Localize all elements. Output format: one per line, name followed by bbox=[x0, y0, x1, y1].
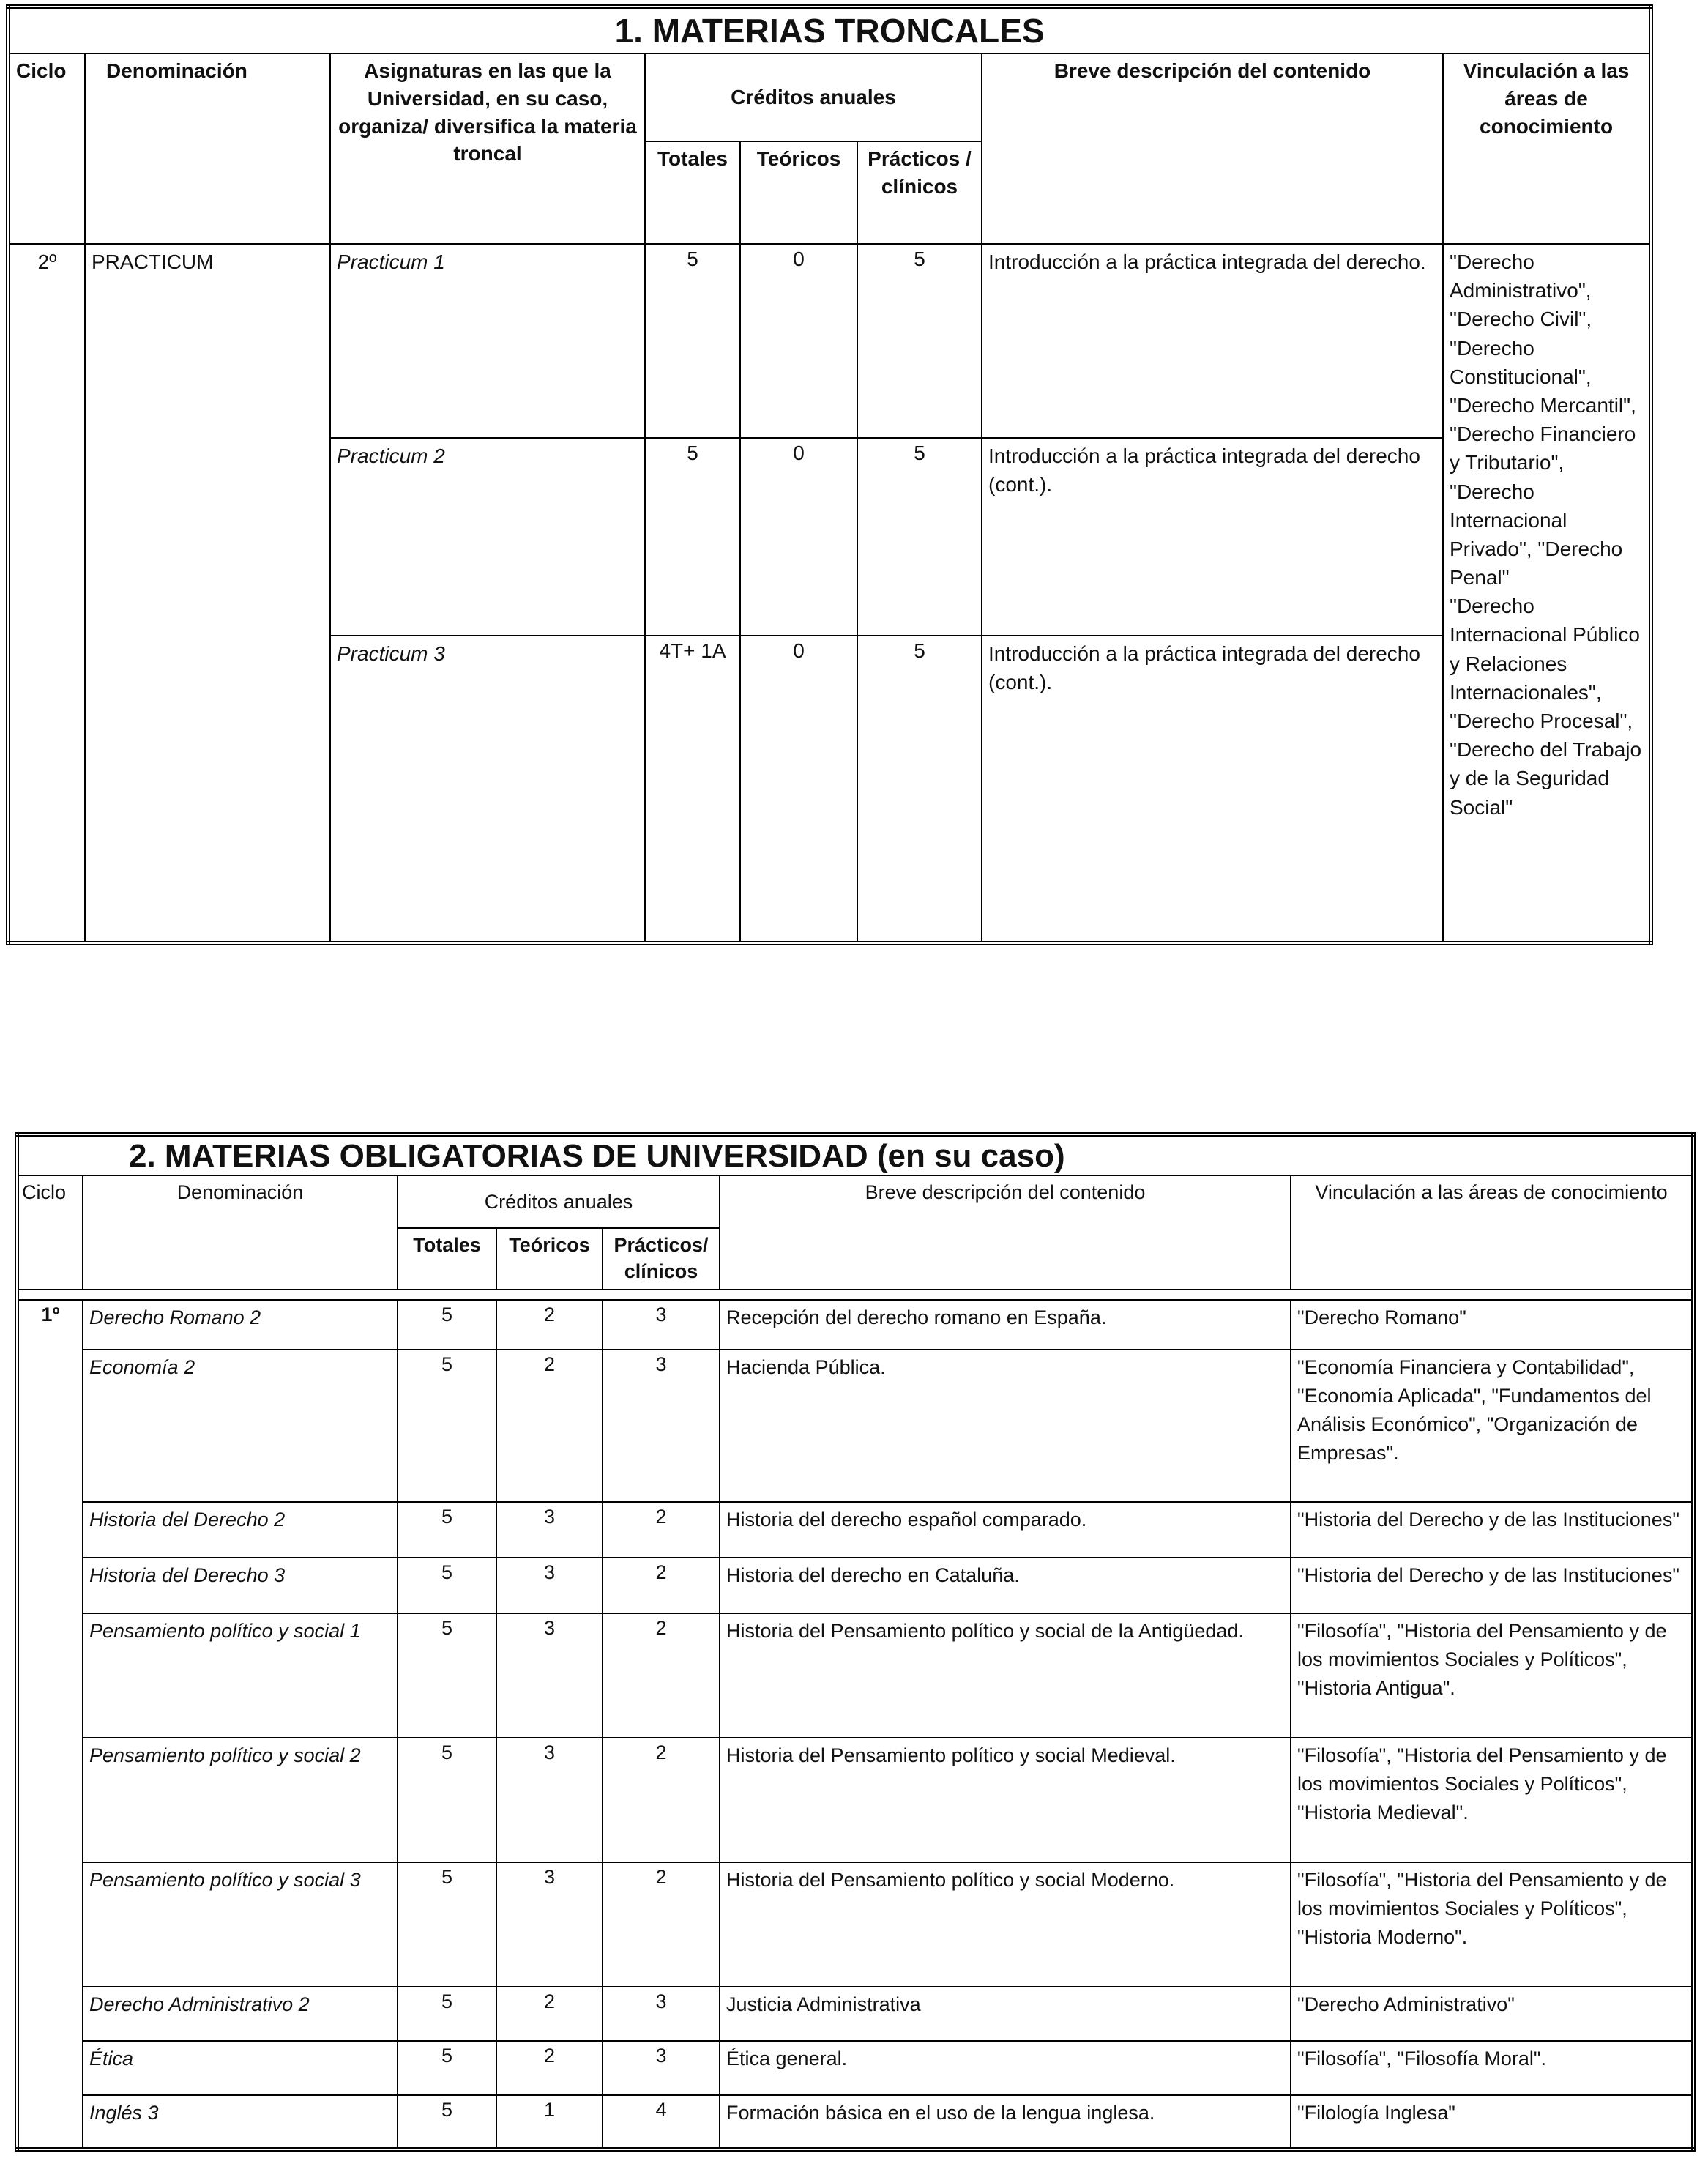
table-row bbox=[8, 244, 1651, 438]
practicos-cell: 2 bbox=[603, 1862, 720, 1987]
practicos-cell: 5 bbox=[857, 636, 982, 943]
area-item: "Derecho Financiero y Tributario", bbox=[1450, 423, 1636, 475]
vinculacion-cell: "Filosofía", "Filosofía Moral". bbox=[1291, 2041, 1693, 2095]
denominacion-cell: Derecho Administrativo 2 bbox=[83, 1987, 398, 2041]
header-totales: Totales bbox=[645, 141, 740, 244]
table-row bbox=[17, 1862, 1693, 1987]
teoricos-cell: 3 bbox=[496, 1502, 603, 1558]
descripcion-cell: Historia del Pensamiento político y social de la Antigüedad. bbox=[720, 1613, 1291, 1738]
table-row bbox=[17, 1300, 1693, 1350]
practicos-cell: 3 bbox=[603, 1300, 720, 1350]
header-creditos: Créditos anuales bbox=[645, 53, 982, 141]
header-teoricos: Teóricos bbox=[496, 1228, 603, 1290]
denominacion-cell: Historia del Derecho 2 bbox=[83, 1502, 398, 1558]
descripcion-cell: Ética general. bbox=[720, 2041, 1291, 2095]
area-item: "Derecho Administrativo", bbox=[1450, 250, 1592, 302]
table-row bbox=[17, 2095, 1693, 2149]
vinculacion-cell: "Derecho Administrativo" bbox=[1291, 1987, 1693, 2041]
asignatura-cell: Practicum 2 bbox=[330, 438, 645, 636]
table-row bbox=[17, 1738, 1693, 1862]
header-practicos: Prácticos/ clínicos bbox=[603, 1228, 720, 1290]
descripcion-cell: Historia del derecho en Cataluña. bbox=[720, 1558, 1291, 1613]
practicos-cell: 5 bbox=[857, 244, 982, 438]
header-vinculacion: Vinculación a las áreas de conocimiento bbox=[1291, 1175, 1693, 1290]
table-row bbox=[17, 1350, 1693, 1502]
practicos-cell: 2 bbox=[603, 1738, 720, 1862]
denominacion-cell: Historia del Derecho 3 bbox=[83, 1558, 398, 1613]
denominacion-cell: Economía 2 bbox=[83, 1350, 398, 1502]
header-descripcion: Breve descripción del contenido bbox=[982, 53, 1443, 244]
totales-cell: 5 bbox=[398, 1558, 496, 1613]
header-ciclo: Ciclo bbox=[8, 53, 85, 244]
practicos-cell: 3 bbox=[603, 1350, 720, 1502]
denominacion-cell: Pensamiento político y social 2 bbox=[83, 1738, 398, 1862]
totales-cell: 5 bbox=[398, 1502, 496, 1558]
header-creditos: Créditos anuales bbox=[398, 1175, 720, 1228]
totales-cell: 4T+ 1A bbox=[645, 636, 740, 943]
teoricos-cell: 3 bbox=[496, 1613, 603, 1738]
practicos-cell: 3 bbox=[603, 1987, 720, 2041]
descripcion-cell: Justicia Administrativa bbox=[720, 1987, 1291, 2041]
denominacion-cell: Pensamiento político y social 1 bbox=[83, 1613, 398, 1738]
header-denominacion: Denominación bbox=[85, 53, 330, 244]
header-asignaturas: Asignaturas en las que la Universidad, en su caso, organiza/ diversifica la materia troncal bbox=[330, 53, 645, 244]
area-item: "Derecho Civil", bbox=[1450, 308, 1592, 331]
vinculacion-cell: "Filosofía", "Historia del Pensamiento y de los movimientos Sociales y Políticos", "Historia Moderno". bbox=[1291, 1862, 1693, 1987]
practicos-cell: 5 bbox=[857, 438, 982, 636]
vinculacion-cell: "Historia del Derecho y de las Instituciones" bbox=[1291, 1502, 1693, 1558]
totales-cell: 5 bbox=[398, 1862, 496, 1987]
descripcion-cell: Introducción a la práctica integrada del derecho. bbox=[982, 244, 1443, 438]
teoricos-cell: 2 bbox=[496, 1987, 603, 2041]
teoricos-cell: 0 bbox=[740, 636, 857, 943]
table2-title: 2. MATERIAS OBLIGATORIAS DE UNIVERSIDAD (en su caso) bbox=[17, 1134, 1693, 1175]
totales-cell: 5 bbox=[645, 244, 740, 438]
totales-cell: 5 bbox=[398, 2041, 496, 2095]
table-row bbox=[17, 1987, 1693, 2041]
totales-cell: 5 bbox=[398, 1613, 496, 1738]
asignatura-cell: Practicum 3 bbox=[330, 636, 645, 943]
ciclo-value: 1º bbox=[17, 1300, 83, 2149]
totales-cell: 5 bbox=[398, 1300, 496, 1350]
totales-cell: 5 bbox=[398, 2095, 496, 2149]
descripcion-cell: Historia del Pensamiento político y social Medieval. bbox=[720, 1738, 1291, 1862]
header-divider bbox=[17, 1290, 1693, 1300]
areas-cell bbox=[1443, 244, 1651, 943]
area-item: "Derecho Internacional Público y Relaciones Internacionales", bbox=[1450, 595, 1640, 704]
teoricos-cell: 0 bbox=[740, 244, 857, 438]
teoricos-cell: 0 bbox=[740, 438, 857, 636]
area-item: "Derecho Procesal", bbox=[1450, 710, 1633, 732]
area-item: "Derecho Internacional Privado", "Derecho Penal" bbox=[1450, 480, 1623, 590]
header-ciclo: Ciclo bbox=[17, 1175, 83, 1290]
denominacion-cell: Inglés 3 bbox=[83, 2095, 398, 2149]
teoricos-cell: 2 bbox=[496, 2041, 603, 2095]
practicos-cell: 3 bbox=[603, 2041, 720, 2095]
practicos-cell: 2 bbox=[603, 1558, 720, 1613]
area-item: "Derecho del Trabajo y de la Seguridad Social" bbox=[1450, 738, 1642, 819]
totales-cell: 5 bbox=[398, 1350, 496, 1502]
header-totales: Totales bbox=[398, 1228, 496, 1290]
vinculacion-cell: "Filosofía", "Historia del Pensamiento y de los movimientos Sociales y Políticos", "Historia Medieval". bbox=[1291, 1738, 1693, 1862]
teoricos-cell: 3 bbox=[496, 1862, 603, 1987]
denominacion-value: PRACTICUM bbox=[85, 244, 330, 943]
materias-obligatorias-table bbox=[15, 1132, 1696, 2152]
vinculacion-cell: "Historia del Derecho y de las Instituciones" bbox=[1291, 1558, 1693, 1613]
teoricos-cell: 1 bbox=[496, 2095, 603, 2149]
denominacion-cell: Derecho Romano 2 bbox=[83, 1300, 398, 1350]
descripcion-cell: Hacienda Pública. bbox=[720, 1350, 1291, 1502]
table-row bbox=[17, 1558, 1693, 1613]
area-item: "Derecho Constitucional", bbox=[1450, 336, 1592, 388]
vinculacion-cell: "Economía Financiera y Contabilidad", "Economía Aplicada", "Fundamentos del Análisis Económico", "Organización de Empresas". bbox=[1291, 1350, 1693, 1502]
practicos-cell: 2 bbox=[603, 1502, 720, 1558]
table-row bbox=[17, 2041, 1693, 2095]
teoricos-cell: 2 bbox=[496, 1300, 603, 1350]
table-row bbox=[17, 1613, 1693, 1738]
ciclo-value: 2º bbox=[8, 244, 85, 943]
totales-cell: 5 bbox=[398, 1738, 496, 1862]
totales-cell: 5 bbox=[398, 1987, 496, 2041]
header-vinculacion: Vinculación a las áreas de conocimiento bbox=[1443, 53, 1651, 244]
descripcion-cell: Historia del derecho español comparado. bbox=[720, 1502, 1291, 1558]
practicos-cell: 2 bbox=[603, 1613, 720, 1738]
descripcion-cell: Introducción a la práctica integrada del derecho (cont.). bbox=[982, 438, 1443, 636]
materias-troncales-table bbox=[6, 4, 1653, 945]
descripcion-cell: Recepción del derecho romano en España. bbox=[720, 1300, 1291, 1350]
descripcion-cell: Formación básica en el uso de la lengua inglesa. bbox=[720, 2095, 1291, 2149]
teoricos-cell: 3 bbox=[496, 1738, 603, 1862]
header-teoricos: Teóricos bbox=[740, 141, 857, 244]
header-practicos: Prácticos / clínicos bbox=[857, 141, 982, 244]
header-denominacion: Denominación bbox=[83, 1175, 398, 1290]
area-item: "Derecho Mercantil", bbox=[1450, 393, 1636, 417]
denominacion-cell: Ética bbox=[83, 2041, 398, 2095]
totales-cell: 5 bbox=[645, 438, 740, 636]
header-descripcion: Breve descripción del contenido bbox=[720, 1175, 1291, 1290]
denominacion-cell: Pensamiento político y social 3 bbox=[83, 1862, 398, 1987]
teoricos-cell: 2 bbox=[496, 1350, 603, 1502]
vinculacion-cell: "Filología Inglesa" bbox=[1291, 2095, 1693, 2149]
teoricos-cell: 3 bbox=[496, 1558, 603, 1613]
vinculacion-cell: "Filosofía", "Historia del Pensamiento y de los movimientos Sociales y Políticos", "Historia Antigua". bbox=[1291, 1613, 1693, 1738]
descripcion-cell: Introducción a la práctica integrada del derecho (cont.). bbox=[982, 636, 1443, 943]
table-row bbox=[17, 1502, 1693, 1558]
descripcion-cell: Historia del Pensamiento político y social Moderno. bbox=[720, 1862, 1291, 1987]
practicos-cell: 4 bbox=[603, 2095, 720, 2149]
vinculacion-cell: "Derecho Romano" bbox=[1291, 1300, 1693, 1350]
table1-title: 1. MATERIAS TRONCALES bbox=[8, 7, 1651, 53]
asignatura-cell: Practicum 1 bbox=[330, 244, 645, 438]
